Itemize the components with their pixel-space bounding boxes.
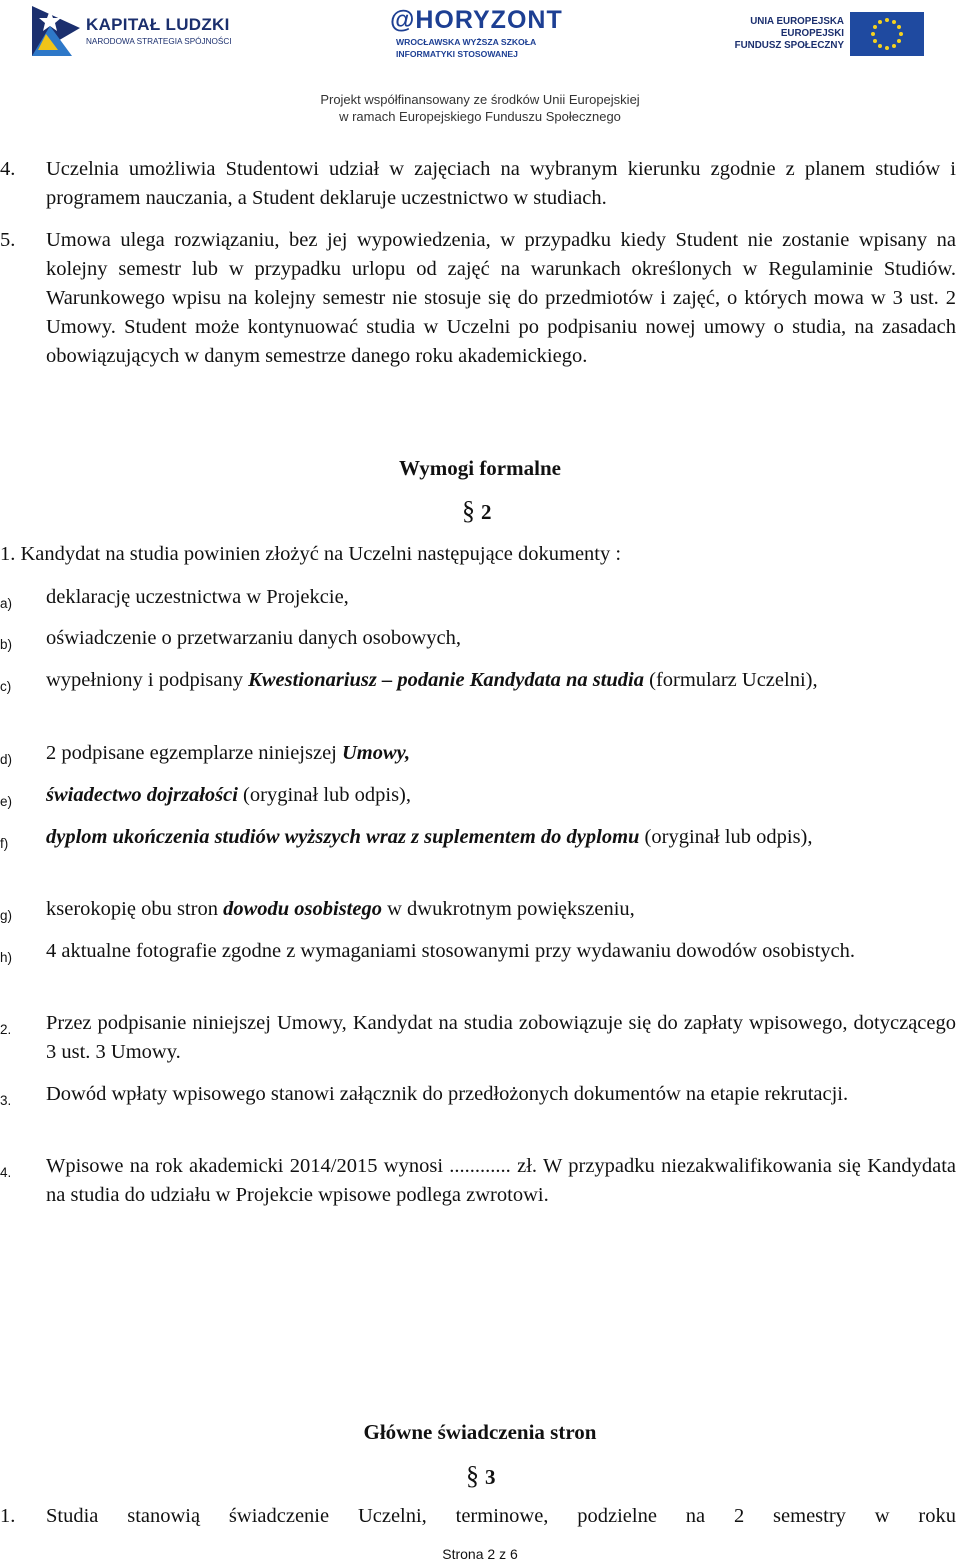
section-sign-icon: § xyxy=(466,1461,479,1490)
page-header xyxy=(0,0,960,130)
paragraph-text: Dowód wpłaty wpisowego stanowi załącznik do przedłożonych dokumentów na etapie rekrutacji. xyxy=(46,1083,849,1105)
section2-intro: 1. Kandydat na studia powinien złożyć na Uczelni następujące dokumenty : xyxy=(0,543,622,565)
kapital-ludzki-emblem-icon xyxy=(32,6,80,56)
kapital-ludzki-logo xyxy=(28,4,258,58)
list-item-text: oświadczenie o przetwarzaniu danych osobowych, xyxy=(46,627,461,649)
eu-logo xyxy=(726,12,926,56)
paragraph-number: 4. xyxy=(0,158,16,180)
section3-paragraph-1 xyxy=(0,1502,956,1531)
list-item-text: kserokopię obu stron dowodu osobistego w dwukrotnym powiększeniu, xyxy=(46,898,635,920)
list-item-text: dyplom ukończenia studiów wyższych wraz z suplementem do dyplomu (oryginał lub odpis), xyxy=(46,826,813,848)
paragraph-number: 1. xyxy=(0,1505,16,1527)
list-item-b xyxy=(0,624,956,653)
paragraph-text: Umowa ulega rozwiązaniu, bez jej wypowiedzenia, w przypadku kiedy Student nie zostanie wpisany na kolejny semestr lub w przypadku urlopu od zajęć na warunkach określonych w Regulaminie Studiów. Warunkowego wpisu na kolejny semestr nie stosuje się do przedmiotów i zajęć, o których mowa w 3 ust. 2 Umowy. Student może kontynuować studia w Uczelni po podpisaniu nowej umowy o studia, na zasadach obowiązujących w danym semestrze danego roku akademickiego. xyxy=(46,229,956,367)
paragraph-4 xyxy=(0,155,956,213)
horyzont-line1: WROCŁAWSKA WYŻSZA SZKOŁA xyxy=(396,37,537,47)
list-item-e xyxy=(0,781,956,810)
list-item-f xyxy=(0,823,956,852)
list-item-text: wypełniony i podpisany Kwestionariusz – podanie Kandydata na studia (formularz Uczelni), xyxy=(46,669,818,691)
list-item-c xyxy=(0,666,956,695)
list-item-text: deklarację uczestnictwa w Projekcie, xyxy=(46,586,349,608)
kapital-ludzki-title: KAPITAŁ LUDZKI xyxy=(86,15,230,34)
paragraph-number: 3. xyxy=(0,1093,12,1108)
list-item-text: 4 aktualne fotografie zgodne z wymaganiami stosowanymi przy wydawaniu dowodów osobistych. xyxy=(46,940,855,962)
section2-paragraph-2 xyxy=(0,1009,956,1067)
horyzont-logo xyxy=(390,6,580,64)
eu-flag-icon xyxy=(850,12,924,56)
list-item-label: g) xyxy=(0,908,13,923)
section-number-value: 3 xyxy=(485,1465,496,1489)
paragraph-text: Wpisowe na rok akademicki 2014/2015 wynosi ............ zł. W przypadku niezakwalifikowania się Kandydata na studia do udziału w Projekcie wpisowe podlega zwrotowi. xyxy=(46,1155,956,1206)
list-item-label: f) xyxy=(0,836,9,851)
section-number-3 xyxy=(466,1461,496,1491)
eu-line1: UNIA EUROPEJSKA xyxy=(750,16,844,27)
paragraph-number: 2. xyxy=(0,1022,12,1037)
eu-line3: FUNDUSZ SPOŁECZNY xyxy=(734,40,844,51)
paragraph-number: 4. xyxy=(0,1165,12,1180)
section-heading-swiadczenia: Główne świadczenia stron xyxy=(363,1420,597,1444)
list-item-label: d) xyxy=(0,752,13,767)
project-line2: w ramach Europejskiego Funduszu Społecznego xyxy=(339,109,621,124)
list-item-label: b) xyxy=(0,637,13,652)
kapital-ludzki-subtitle: NARODOWA STRATEGIA SPÓJNOŚCI xyxy=(86,37,232,46)
page-number: Strona 2 z 6 xyxy=(442,1546,518,1562)
paragraph-text: Uczelnia umożliwia Studentowi udział w zajęciach na wybranym kierunku zgodnie z planem studiów i programem nauczania, a Student deklaruje uczestnictwo w studiach. xyxy=(46,158,956,209)
horyzont-title: @HORYZONT xyxy=(390,6,563,34)
list-item-text: świadectwo dojrzałości (oryginał lub odpis), xyxy=(46,784,412,806)
list-item-g xyxy=(0,895,956,924)
project-line1: Projekt współfinansowany ze środków Unii Europejskiej xyxy=(320,92,640,107)
section2-paragraph-3 xyxy=(0,1080,956,1109)
paragraph-number: 5. xyxy=(0,229,16,251)
list-item-a xyxy=(0,583,956,612)
paragraph-5 xyxy=(0,226,956,371)
list-item-text: 2 podpisane egzemplarze niniejszej Umowy, xyxy=(46,742,411,764)
horyzont-line2: INFORMATYKI STOSOWANEJ xyxy=(396,49,518,59)
section-heading-wymogi: Wymogi formalne xyxy=(399,456,561,480)
list-item-label: a) xyxy=(0,596,13,611)
section-sign-icon: § xyxy=(462,496,475,525)
paragraph-text: Przez podpisanie niniejszej Umowy, Kandydat na studia zobowiązuje się do zapłaty wpisowego, dotyczącego 3 ust. 3 Umowy. xyxy=(46,1012,956,1063)
section-number-2 xyxy=(462,496,492,526)
section-number-value: 2 xyxy=(481,500,492,524)
eu-text xyxy=(735,16,844,52)
list-item-label: e) xyxy=(0,794,13,809)
list-item-d xyxy=(0,739,956,768)
list-item-label: h) xyxy=(0,950,13,965)
list-item-h xyxy=(0,937,956,966)
eu-line2: EUROPEJSKI xyxy=(780,28,844,39)
list-item-label: c) xyxy=(0,679,12,694)
section2-paragraph-4 xyxy=(0,1152,956,1210)
paragraph-text: Studia stanowią świadczenie Uczelni, terminowe, podzielne na 2 semestry w roku xyxy=(46,1505,956,1527)
